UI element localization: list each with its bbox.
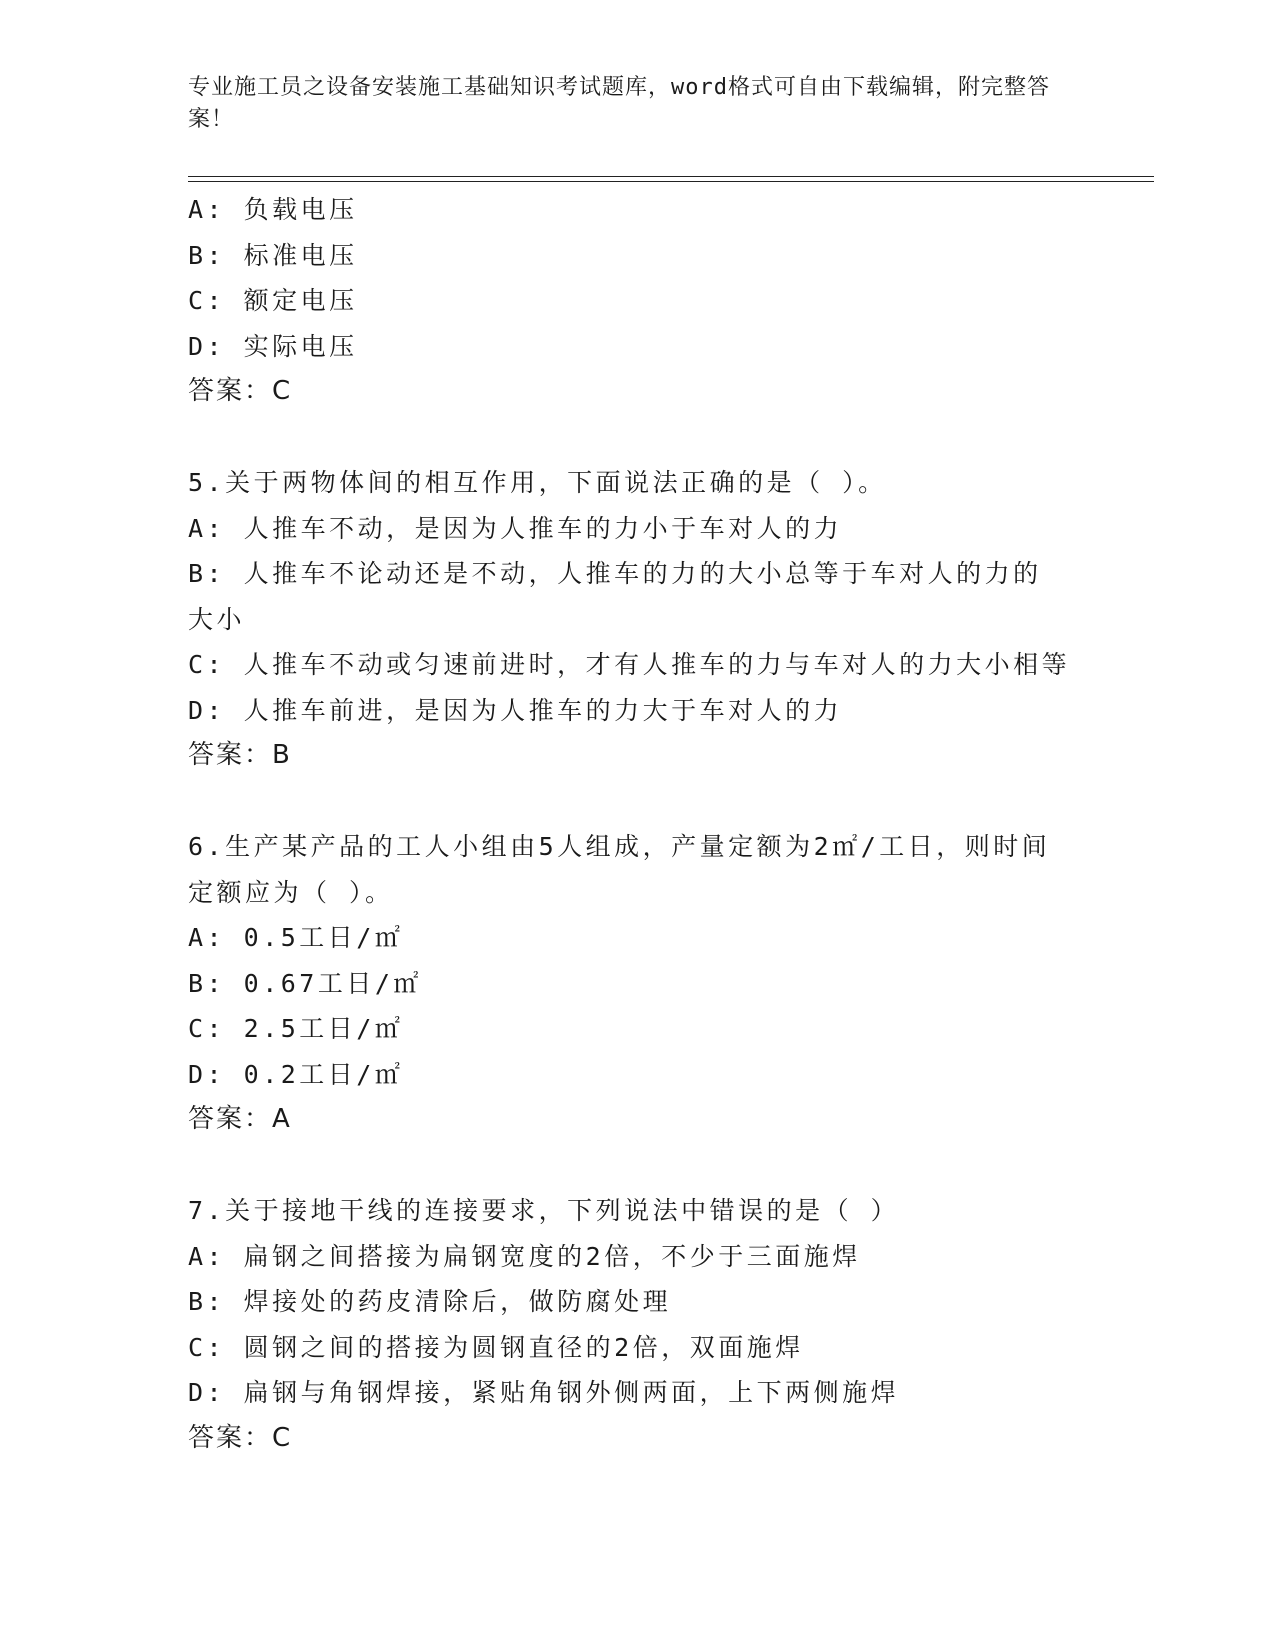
option-a: A: 扁钢之间搭接为扁钢宽度的2倍，不少于三面施焊 bbox=[188, 1241, 861, 1271]
header-divider-bottom bbox=[188, 181, 1154, 182]
option-d: D: 0.2工日/㎡ bbox=[188, 1059, 404, 1089]
option-c: C: 人推车不动或匀速前进时，才有人推车的力与车对人的力大小相等 bbox=[188, 650, 1071, 679]
spacer bbox=[188, 779, 1088, 825]
question-5 bbox=[188, 460, 1088, 779]
answer-line: 答案：C bbox=[188, 1422, 293, 1453]
question-stem: 5.关于两物体间的相互作用，下面说法正确的是（ ）。 bbox=[188, 468, 887, 497]
question-7 bbox=[188, 1188, 1088, 1461]
option-a: A: 人推车不动，是因为人推车的力小于车对人的力 bbox=[188, 513, 843, 543]
option-a: A: 0.5工日/㎡ bbox=[188, 923, 404, 952]
spacer bbox=[188, 1143, 1088, 1189]
question-6 bbox=[188, 824, 1088, 1143]
option-b: B: 人推车不论动还是不动，人推车的力的大小总等于车对人的力的大小 bbox=[188, 559, 1042, 634]
question-list bbox=[188, 187, 1088, 1461]
option-d: D: 实际电压 bbox=[188, 331, 358, 361]
option-d: D: 人推车前进，是因为人推车的力大于车对人的力 bbox=[188, 695, 843, 725]
option-b: B: 0.67工日/㎡ bbox=[188, 968, 422, 998]
option-c: C: 额定电压 bbox=[188, 286, 358, 315]
option-d: D: 扁钢与角钢焊接，紧贴角钢外侧两面，上下两侧施焊 bbox=[188, 1378, 900, 1407]
option-c: C: 圆钢之间的搭接为圆钢直径的2倍，双面施焊 bbox=[188, 1332, 804, 1362]
option-c: C: 2.5工日/㎡ bbox=[188, 1014, 404, 1043]
option-b: B: 标准电压 bbox=[188, 240, 358, 270]
question-4-continued bbox=[188, 187, 1088, 415]
option-b: B: 焊接处的药皮清除后，做防腐处理 bbox=[188, 1287, 672, 1316]
document-header: 专业施工员之设备安装施工基础知识考试题库，word格式可自由下载编辑，附完整答案！ bbox=[188, 75, 1050, 132]
question-stem: 6.生产某产品的工人小组由5人组成，产量定额为2㎡/工日，则时间定额应为（ ）。 bbox=[188, 832, 1051, 907]
header-divider-top bbox=[188, 176, 1154, 177]
option-a: A: 负载电压 bbox=[188, 195, 358, 224]
answer-line: 答案：C bbox=[188, 376, 293, 406]
question-stem: 7.关于接地干线的连接要求，下列说法中错误的是（ ） bbox=[188, 1196, 900, 1225]
spacer bbox=[188, 415, 1088, 461]
answer-line: 答案：A bbox=[188, 1104, 292, 1134]
answer-line: 答案：B bbox=[188, 740, 292, 770]
